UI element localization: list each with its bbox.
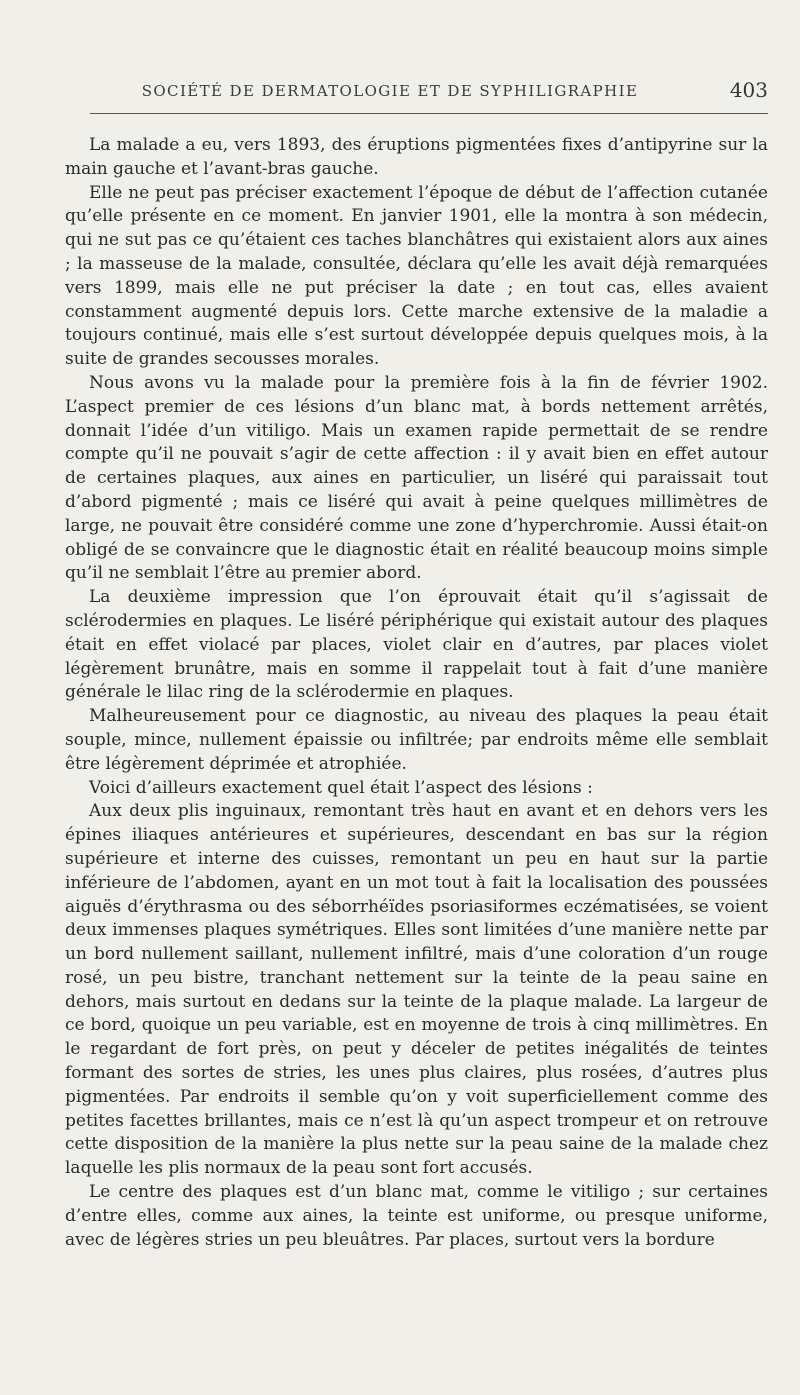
running-head-title: SOCIÉTÉ DE DERMATOLOGIE ET DE SYPHILIGRAPHIE: [141, 82, 639, 100]
paragraph: Voici d’ailleurs exactement quel était l’aspect des lésions :: [89, 777, 593, 798]
body-text: [65, 134, 768, 1252]
running-head: [65, 78, 768, 106]
paragraph: Malheureusement pour ce diagnostic, au niveau des plaques la peau était souple, mince, nullement épaissie ou infiltrée; par endroits même elle semblait être légèrement déprimée et atrophiée.: [65, 706, 768, 774]
header-rule: [90, 113, 768, 114]
paragraph: La malade a eu, vers 1893, des éruptions pigmentées fixes d’antipyrine sur la main gauche et l’avant-bras gauche.: [65, 135, 768, 179]
paragraph: La deuxième impression que l’on éprouvait était qu’il s’agissait de sclérodermies en plaques. Le liséré périphérique qui existait autour des plaques était en effet violacé par places, violet clair en d’autres, par places violet légèrement brunâtre, mais en somme il rappelait tout à fait d’une manière générale le lilac ring de la sclérodermie en plaques.: [65, 587, 768, 703]
paragraph: Le centre des plaques est d’un blanc mat, comme le vitiligo ; sur certaines d’entre elles, comme aux aines, la teinte est uniforme, ou presque uniforme, avec de légères stries un peu bleuâtres. Par places, surtout vers la bordure: [65, 1182, 768, 1250]
page-number: 403: [729, 78, 768, 102]
paragraph: Elle ne peut pas préciser exactement l’époque de début de l’affection cutanée qu’elle présente en ce moment. En janvier 1901, elle la montra à son médecin, qui ne sut pas ce qu’étaient ces taches blanchâtres qui existaient alors aux aines ; la masseuse de la malade, consultée, déclara qu’elle les avait déjà remarquées vers 1899, mais elle ne put préciser la date ; en tout cas, elles avaient constamment augmenté depuis lors. Cette marche extensive de la maladie a toujours continué, mais elle s’est surtout développée depuis quelques mois, à la suite de grandes secousses morales.: [65, 182, 768, 370]
paragraph: Aux deux plis inguinaux, remontant très haut en avant et en dehors vers les épines iliaques antérieures et supérieures, descendant en bas sur la région supérieure et interne des cuisses, remontant un peu en haut sur la partie inférieure de l’abdomen, ayant en un mot tout à fait la localisation des poussées aiguës d’érythrasma ou des séborrhéïdes psoriasiformes eczématisées, se voient deux immenses plaques symétriques. Elles sont limitées d’une manière nette par un bord nullement saillant, nullement infiltré, mais d’une coloration d’un rouge rosé, un peu bistre, tranchant nettement sur la teinte de la peau saine en dehors, mais surtout en dedans sur la teinte de la plaque malade. La largeur de ce bord, quoique un peu variable, est en moyenne de trois à cinq millimètres. En le regardant de fort près, on peut y déceler de petites inégalités de teintes formant des sortes de stries, les unes plus claires, plus rosées, d’autres plus pigmentées. Par endroits il semble qu’on y voit superficiellement comme des petites facettes brillantes, mais ce n’est là qu’un aspect trompeur et on retrouve cette disposition de la manière la plus nette sur la peau saine de la malade chez laquelle les plis normaux de la peau sont fort accusés.: [65, 801, 768, 1179]
paragraph: Nous avons vu la malade pour la première fois à la fin de février 1902. L’aspect premier de ces lésions d’un blanc mat, à bords nettement arrêtés, donnait l’idée d’un vitiligo. Mais un examen rapide permettait de se rendre compte qu’il ne pouvait s’agir de cette affection : il y avait bien en effet autour de certaines plaques, aux aines en particulier, un liséré qui paraissait tout d’abord pigmenté ; mais ce liséré qui avait à peine quelques millimètres de large, ne pouvait être considéré comme une zone d’hyperchromie. Aussi était-on obligé de se convaincre que le diagnostic était en réalité beaucoup moins simple qu’il ne semblait l’être au premier abord.: [65, 372, 768, 584]
